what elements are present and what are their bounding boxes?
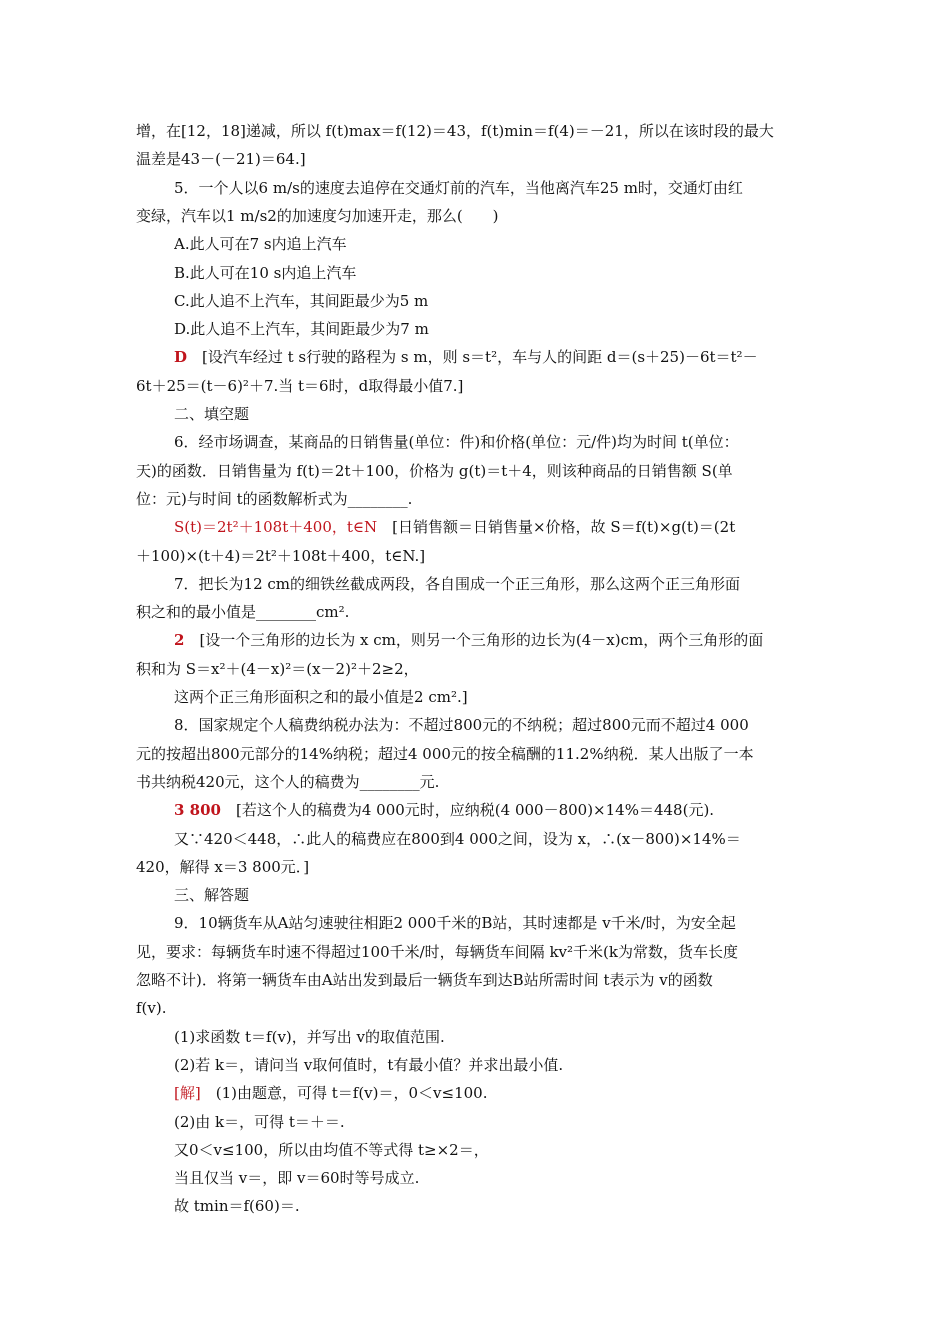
line-text: ＋100)×(t＋4)＝2t²＋108t＋400，t∈N.]	[136, 546, 426, 565]
text-line	[174, 290, 816, 312]
text-line	[174, 1082, 816, 1104]
line-text: 位：元)与时间 t的函数解析式为________.	[136, 489, 413, 508]
text-line	[174, 177, 816, 199]
text-line	[174, 1167, 816, 1189]
line-text: B.此人可在10 s内追上汽车	[174, 263, 357, 282]
line-text: 故 tmin＝f(60)＝.	[174, 1197, 300, 1216]
line-text: [若这个人的稿费为4 000元时，应纳税(4 000－800)×14%＝448(元).	[220, 801, 715, 820]
text-line	[174, 686, 816, 708]
text-line	[136, 120, 816, 142]
line-text: f(v).	[136, 999, 167, 1018]
line-text: 6t＋25＝(t－6)²＋7.当 t＝6时，d取得最小值7.]	[136, 376, 464, 395]
text-line	[136, 545, 816, 567]
line-text: 积和为 S＝x²＋(4－x)²＝(x－2)²＋2≥2，	[136, 659, 419, 678]
text-line	[136, 856, 816, 878]
text-line	[136, 771, 816, 793]
line-text: 6．经市场调查，某商品的日销售量(单位：件)和价格(单位：元/件)均为时间 t(单位：	[174, 433, 739, 452]
text-line	[174, 629, 816, 651]
line-text: (2)由 k＝，可得 t＝＋＝.	[174, 1112, 345, 1131]
line-text: 又0＜v≤100，所以由均值不等式得 t≥×2＝，	[174, 1140, 489, 1159]
line-text: (2)若 k＝，请问当 v取何值时，t有最小值？并求出最小值.	[174, 1055, 564, 1074]
text-line	[136, 148, 816, 170]
text-line	[174, 884, 816, 906]
text-line	[136, 997, 816, 1019]
text-line	[174, 1054, 816, 1076]
text-line	[136, 941, 816, 963]
line-text: A.此人可在7 s内追上汽车	[174, 235, 347, 254]
line-text: 书共纳税420元，这个人的稿费为________元.	[136, 772, 440, 791]
text-line	[136, 375, 816, 397]
line-text: 忽略不计)．将第一辆货车由A站出发到最后一辆货车到达B站所需时间 t表示为 v的函数	[136, 971, 713, 989]
line-text: 7．把长为12 cm的细铁丝截成两段，各自围成一个正三角形，那么这两个正三角形面	[174, 574, 741, 593]
text-line	[136, 601, 816, 623]
line-text: 元的按超出800元部分的14%纳税；超过4 000元的按全稿酬的11.2%纳税．某人出版了一本	[136, 744, 754, 763]
text-line	[174, 431, 816, 453]
text-line	[174, 1111, 816, 1133]
line-text: 三、解答题	[174, 886, 250, 905]
line-text: 天)的函数．日销售量为 f(t)＝2t＋100，价格为 g(t)＝t＋4，则该种商品的日销售额 S(单	[136, 461, 733, 480]
text-line	[136, 460, 816, 482]
line-text: C.此人追不上汽车，其间距最少为5 m	[174, 291, 429, 310]
line-text: 见，要求：每辆货车时速不得超过100千米/时，每辆货车间隔 kv²千米(k为常数，货车长度	[136, 942, 738, 961]
answer-mark: 2	[174, 631, 185, 650]
text-line	[174, 1195, 816, 1217]
line-text: 变绿，汽车以1 m/s2的加速度匀加速开走，那么( )	[136, 206, 499, 225]
text-line	[174, 1026, 816, 1048]
line-text: 9．10辆货车从A站匀速驶往相距2 000千米的B站，其时速都是 v千米/时，为安全起	[174, 914, 736, 933]
line-text: 温差是43－(－21)＝64.]	[136, 150, 306, 169]
text-line	[174, 714, 816, 736]
answer-mark: S(t)＝2t²＋108t＋400，t∈N	[174, 518, 378, 537]
line-text: D.此人追不上汽车，其间距最少为7 m	[174, 320, 429, 339]
text-line	[174, 912, 816, 934]
line-text: 5．一个人以6 m/s的速度去追停在交通灯前的汽车，当他离汽车25 m时，交通灯由红	[174, 178, 743, 197]
line-text: 8．国家规定个人稿费纳税办法为：不超过800元的不纳税；超过800元而不超过4 000	[174, 716, 749, 735]
text-line	[136, 658, 816, 680]
line-text: [日销售额＝日销售量×价格，故 S＝f(t)×g(t)＝(2t	[377, 518, 736, 537]
line-text: [设一个三角形的边长为 x cm，则另一个三角形的边长为(4－x)cm，两个三角形的面	[184, 631, 764, 650]
text-line	[136, 205, 816, 227]
text-line	[174, 233, 816, 255]
answer-mark: 3 800	[174, 801, 221, 820]
answer-mark: [解]	[174, 1084, 201, 1103]
line-text: 积之和的最小值是________cm².	[136, 603, 350, 622]
line-text: 420，解得 x＝3 800元．]	[136, 857, 310, 876]
line-text: [设汽车经过 t s行驶的路程为 s m，则 s＝t²，车与人的间距 d＝(s＋25)－6t＝t²－	[187, 348, 758, 367]
text-line	[136, 488, 816, 510]
text-line	[174, 799, 816, 821]
text-line	[174, 573, 816, 595]
text-line	[174, 262, 816, 284]
text-line	[174, 318, 816, 340]
line-text: 增，在[12，18]递减，所以 f(t)max＝f(12)＝43，f(t)min＝f(4)＝－21，所以在该时段的最大	[136, 122, 774, 140]
text-line	[174, 516, 816, 538]
line-text: 又∵420＜448，∴此人的稿费应在800到4 000之间，设为 x，∴(x－800)×14%＝	[174, 829, 741, 848]
line-text: 二、填空题	[174, 405, 250, 423]
text-line	[174, 403, 816, 425]
line-text: (1)由题意，可得 t＝f(v)＝，0＜v≤100.	[200, 1084, 488, 1103]
line-text: (1)求函数 t＝f(v)，并写出 v的取值范围.	[174, 1027, 445, 1046]
text-line	[174, 828, 816, 850]
line-text: 这两个正三角形面积之和的最小值是2 cm².]	[174, 688, 468, 706]
text-line	[136, 743, 816, 765]
text-line	[174, 346, 816, 368]
text-line	[136, 969, 816, 991]
line-text: 当且仅当 v＝，即 v＝60时等号成立.	[174, 1169, 420, 1188]
text-line	[174, 1139, 816, 1161]
answer-mark: D	[174, 348, 188, 367]
